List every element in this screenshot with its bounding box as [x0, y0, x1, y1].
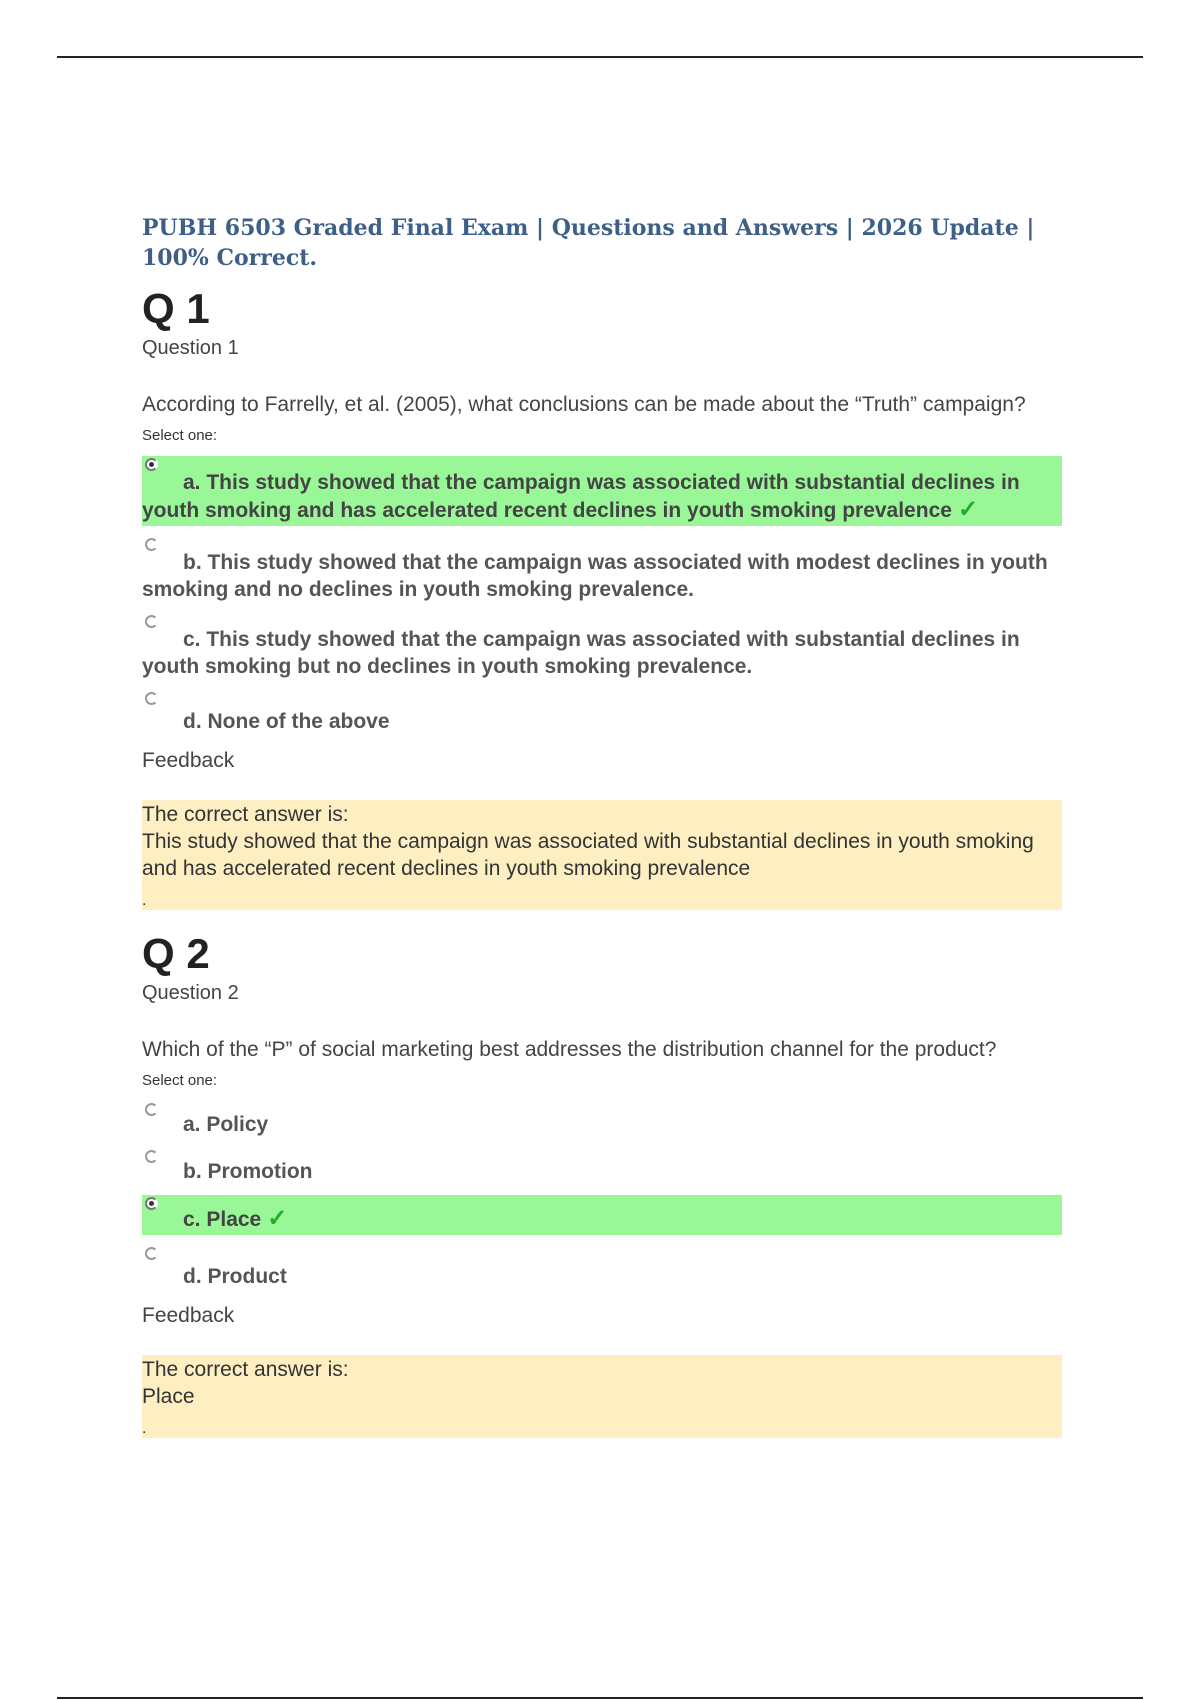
feedback-answer: This study showed that the campaign was associated with substantial declines in youth smoking and has accelerated recent declines in youth smoking prevalence	[142, 830, 1034, 880]
question-heading: Q 2	[142, 930, 210, 977]
answer-option-text: d. None of the above	[183, 710, 390, 733]
answer-option-d[interactable]	[142, 690, 1062, 735]
feedback-label: Feedback	[142, 749, 235, 772]
radio-selected-icon[interactable]	[145, 1197, 158, 1210]
feedback-intro: The correct answer is:	[142, 1358, 349, 1381]
question-text: According to Farrelly, et al. (2005), what conclusions can be made about the “Truth” campaign?	[142, 393, 1026, 416]
answer-option-text: a. Policy	[183, 1113, 269, 1136]
answer-option-c[interactable]	[142, 1195, 1062, 1235]
feedback-end: .	[142, 892, 147, 909]
exam-content	[142, 213, 1062, 1438]
question-label: Question 2	[142, 982, 239, 1004]
answer-option-text: b. This study showed that the campaign was associated with modest declines in youth smoking and no declines in youth smoking prevalence.	[142, 551, 1048, 601]
answer-option-text: c. Place	[183, 1208, 262, 1231]
radio-icon[interactable]	[145, 692, 158, 705]
question-block	[142, 287, 1062, 910]
feedback-box	[142, 1355, 1062, 1438]
radio-icon[interactable]	[145, 1247, 158, 1260]
question-text: Which of the “P” of social marketing best addresses the distribution channel for the product?	[142, 1038, 997, 1061]
select-one-label: Select one:	[142, 427, 218, 444]
radio-icon[interactable]	[145, 538, 158, 551]
answer-option-a[interactable]	[142, 456, 1062, 526]
feedback-intro: The correct answer is:	[142, 803, 349, 826]
select-one-label: Select one:	[142, 1072, 218, 1089]
feedback-label: Feedback	[142, 1304, 235, 1327]
feedback-box	[142, 800, 1062, 910]
answer-option-text: d. Product	[183, 1265, 287, 1288]
document-title: PUBH 6503 Graded Final Exam | Questions and Answers | 2026 Update | 100% Correct.	[142, 215, 1035, 271]
answer-option-b[interactable]	[142, 1148, 1062, 1185]
answer-option-text: c. This study showed that the campaign was associated with substantial declines in youth smoking but no declines in youth smoking prevalence.	[142, 628, 1020, 678]
question-block	[142, 932, 1062, 1438]
checkmark-icon: ✓	[957, 496, 979, 523]
answer-option-text: b. Promotion	[183, 1160, 313, 1183]
radio-icon[interactable]	[145, 615, 158, 628]
answer-option-text: a. This study showed that the campaign was associated with substantial declines in youth smoking and has accelerated recent declines in youth smoking prevalence	[142, 471, 1020, 522]
radio-icon[interactable]	[145, 1103, 158, 1116]
answer-option-b[interactable]	[142, 536, 1062, 603]
top-rule	[57, 56, 1143, 58]
question-label: Question 1	[142, 337, 239, 359]
feedback-end: .	[142, 1420, 147, 1437]
radio-selected-icon[interactable]	[145, 458, 158, 471]
bottom-rule	[57, 1697, 1143, 1699]
answer-option-c[interactable]	[142, 613, 1062, 680]
radio-icon[interactable]	[145, 1150, 158, 1163]
answer-option-a[interactable]	[142, 1101, 1062, 1138]
answer-option-d[interactable]	[142, 1245, 1062, 1290]
question-heading: Q 1	[142, 285, 210, 332]
feedback-answer: Place	[142, 1385, 195, 1408]
checkmark-icon: ✓	[267, 1205, 288, 1232]
